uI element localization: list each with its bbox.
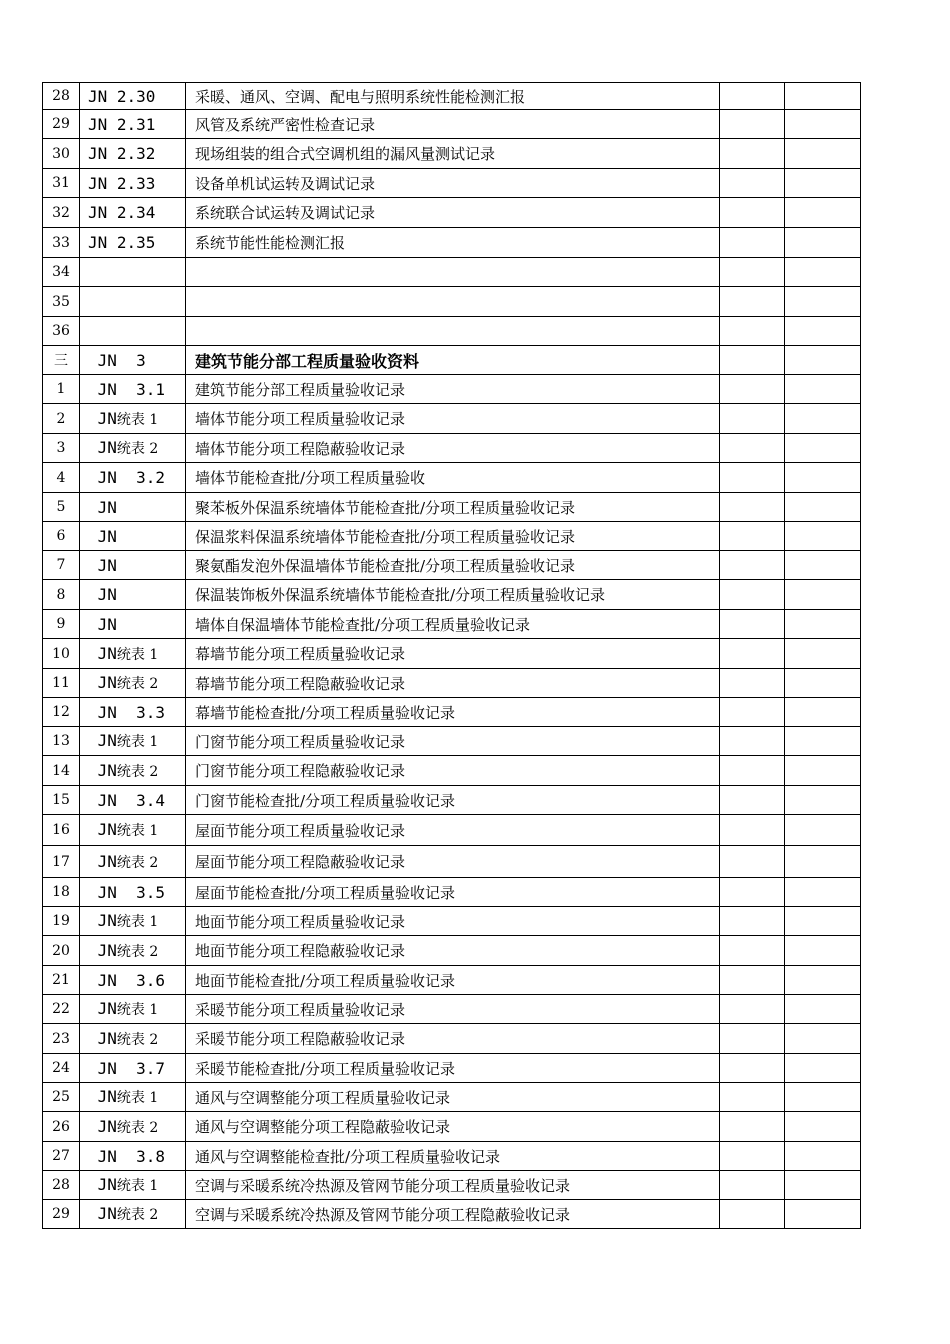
record-code — [80, 522, 186, 551]
blank-cell — [720, 878, 785, 907]
table-row — [43, 404, 861, 434]
row-number: 35 — [43, 287, 80, 317]
record-name: 门窗节能检查批/分项工程质量验收记录 — [186, 786, 720, 815]
record-code-suffix: 统表 2 — [116, 854, 159, 871]
row-number: 30 — [43, 139, 80, 169]
blank-cell — [720, 639, 785, 669]
blank-cell — [720, 346, 785, 375]
record-name: 幕墙节能检查批/分项工程质量验收记录 — [186, 698, 720, 727]
section-title: 建筑节能分部工程质量验收资料 — [186, 346, 720, 375]
document-page — [42, 82, 860, 1229]
record-code — [80, 493, 186, 522]
record-name: 风管及系统严密性检查记录 — [186, 110, 720, 139]
blank-cell — [720, 139, 785, 169]
record-code-text: JN — [88, 1175, 117, 1194]
record-code — [80, 1054, 186, 1083]
record-code — [80, 669, 186, 698]
record-name: 门窗节能分项工程质量验收记录 — [186, 727, 720, 756]
blank-cell — [720, 727, 785, 756]
row-number: 26 — [43, 1112, 80, 1142]
table-row — [43, 580, 861, 610]
table-row — [43, 1112, 861, 1142]
record-code-text: JN — [88, 999, 117, 1018]
row-number: 32 — [43, 198, 80, 228]
blank-cell — [720, 936, 785, 966]
record-code — [80, 995, 186, 1024]
table-row — [43, 169, 861, 198]
row-number: 20 — [43, 936, 80, 966]
table-row — [43, 1142, 861, 1171]
table-row — [43, 1200, 861, 1229]
table-row — [43, 493, 861, 522]
row-number: 21 — [43, 966, 80, 995]
blank-cell — [720, 169, 785, 198]
record-code-text: JN — [88, 1028, 117, 1048]
record-code-text: JN 2.31 — [88, 114, 156, 134]
record-code — [80, 846, 186, 878]
blank-cell — [720, 610, 785, 639]
blank-cell — [720, 493, 785, 522]
record-name: 建筑节能分部工程质量验收记录 — [186, 375, 720, 404]
blank-cell — [785, 936, 861, 966]
table-row — [43, 463, 861, 493]
row-number: 10 — [43, 639, 80, 669]
blank-cell — [785, 258, 861, 287]
record-code-text: JN — [88, 911, 117, 930]
record-code-text: JN 2.35 — [88, 233, 156, 252]
record-code — [80, 139, 186, 169]
record-code — [80, 878, 186, 907]
record-name: 系统节能性能检测汇报 — [186, 228, 720, 258]
record-code-text: JN 3.2 — [88, 468, 166, 487]
record-code-suffix: 统表 2 — [116, 1119, 159, 1136]
record-name: 屋面节能检查批/分项工程质量验收记录 — [186, 878, 720, 907]
record-name: 屋面节能分项工程隐蔽验收记录 — [186, 846, 720, 878]
record-name: 保温装饰板外保温系统墙体节能检查批/分项工程质量验收记录 — [186, 580, 720, 610]
row-number: 6 — [43, 522, 80, 551]
blank-cell — [720, 966, 785, 995]
blank-cell — [785, 346, 861, 375]
section-row — [43, 346, 861, 375]
row-number: 19 — [43, 907, 80, 936]
blank-cell — [785, 610, 861, 639]
record-code-suffix: 统表 2 — [116, 763, 159, 780]
row-number: 28 — [43, 83, 80, 110]
record-code-text: JN 2.33 — [88, 173, 156, 193]
record-name: 地面节能分项工程隐蔽验收记录 — [186, 936, 720, 966]
table-row — [43, 317, 861, 346]
record-name: 设备单机试运转及调试记录 — [186, 169, 720, 198]
blank-cell — [720, 287, 785, 317]
blank-cell — [785, 83, 861, 110]
blank-cell — [720, 522, 785, 551]
blank-cell — [785, 698, 861, 727]
record-code — [80, 756, 186, 786]
row-number: 13 — [43, 727, 80, 756]
record-code — [80, 1024, 186, 1054]
blank-cell — [785, 756, 861, 786]
record-name: 通风与空调整能分项工程质量验收记录 — [186, 1083, 720, 1112]
row-number: 7 — [43, 551, 80, 580]
record-code-text: JN — [88, 526, 117, 546]
blank-cell — [720, 1200, 785, 1229]
record-code-suffix: 统表 1 — [116, 411, 159, 428]
record-code-text: JN — [88, 438, 117, 457]
record-name: 采暖、通风、空调、配电与照明系统性能检测汇报 — [186, 83, 720, 110]
record-code — [80, 258, 186, 287]
record-code-text: JN 3.6 — [88, 970, 166, 990]
table-row — [43, 287, 861, 317]
record-name: 采暖节能检查批/分项工程质量验收记录 — [186, 1054, 720, 1083]
record-code-text: JN — [88, 614, 117, 634]
record-code-text: JN 3 — [88, 350, 146, 370]
row-number: 15 — [43, 786, 80, 815]
blank-cell — [785, 580, 861, 610]
table-row — [43, 966, 861, 995]
blank-cell — [720, 1024, 785, 1054]
table-row — [43, 1024, 861, 1054]
blank-cell — [720, 580, 785, 610]
table-row — [43, 727, 861, 756]
row-number: 27 — [43, 1142, 80, 1171]
table-row — [43, 995, 861, 1024]
row-number: 11 — [43, 669, 80, 698]
record-code-text: JN 3.7 — [88, 1058, 166, 1078]
table-row — [43, 139, 861, 169]
record-name: 地面节能分项工程质量验收记录 — [186, 907, 720, 936]
table-row — [43, 551, 861, 580]
table-row — [43, 610, 861, 639]
record-code-suffix: 统表 1 — [116, 823, 159, 839]
record-code — [80, 1112, 186, 1142]
blank-cell — [785, 815, 861, 846]
blank-cell — [785, 139, 861, 169]
record-code — [80, 639, 186, 669]
blank-cell — [785, 522, 861, 551]
record-name: 空调与采暖系统冷热源及管网节能分项工程质量验收记录 — [186, 1171, 720, 1200]
record-code — [80, 786, 186, 815]
record-code-text: JN — [88, 555, 117, 575]
record-code-suffix: 统表 2 — [116, 676, 159, 692]
blank-cell — [785, 375, 861, 404]
record-code — [80, 287, 186, 317]
blank-cell — [785, 317, 861, 346]
record-code — [80, 463, 186, 493]
table-row — [43, 815, 861, 846]
record-code — [80, 698, 186, 727]
table-row — [43, 1083, 861, 1112]
record-name: 墙体节能分项工程质量验收记录 — [186, 404, 720, 434]
record-code-text: JN 3.5 — [88, 882, 166, 902]
record-code-text: JN — [88, 1116, 117, 1136]
row-number: 28 — [43, 1171, 80, 1200]
blank-cell — [785, 434, 861, 463]
record-name: 采暖节能分项工程质量验收记录 — [186, 995, 720, 1024]
record-code-suffix: 统表 2 — [116, 1031, 159, 1048]
record-code-text: JN — [88, 851, 117, 871]
record-code — [80, 727, 186, 756]
blank-cell — [785, 1024, 861, 1054]
record-code-suffix: 统表 1 — [116, 646, 159, 663]
row-number: 三 — [43, 346, 80, 375]
row-number: 12 — [43, 698, 80, 727]
table-row — [43, 110, 861, 139]
blank-cell — [785, 1112, 861, 1142]
record-code-text: JN 3.1 — [88, 379, 166, 399]
row-number: 18 — [43, 878, 80, 907]
row-number: 16 — [43, 815, 80, 846]
row-number: 22 — [43, 995, 80, 1024]
record-code-suffix: 统表 1 — [116, 1002, 159, 1018]
blank-cell — [785, 907, 861, 936]
blank-cell — [720, 198, 785, 228]
record-code — [80, 610, 186, 639]
record-code — [80, 198, 186, 228]
row-number: 17 — [43, 846, 80, 878]
table-row — [43, 786, 861, 815]
record-name: 空调与采暖系统冷热源及管网节能分项工程隐蔽验收记录 — [186, 1200, 720, 1229]
record-code — [80, 1083, 186, 1112]
blank-cell — [720, 669, 785, 698]
blank-cell — [785, 966, 861, 995]
table-row — [43, 878, 861, 907]
record-name: 屋面节能分项工程质量验收记录 — [186, 815, 720, 846]
record-code — [80, 375, 186, 404]
record-name: 墙体节能检查批/分项工程质量验收 — [186, 463, 720, 493]
table-row — [43, 669, 861, 698]
table-row — [43, 198, 861, 228]
record-name: 墙体节能分项工程隐蔽验收记录 — [186, 434, 720, 463]
record-code — [80, 907, 186, 936]
blank-cell — [720, 317, 785, 346]
record-code-text: JN — [88, 673, 117, 692]
blank-cell — [720, 1054, 785, 1083]
blank-cell — [720, 83, 785, 110]
blank-cell — [785, 287, 861, 317]
table-row — [43, 698, 861, 727]
table-row — [43, 639, 861, 669]
row-number: 8 — [43, 580, 80, 610]
blank-cell — [785, 878, 861, 907]
record-name — [186, 317, 720, 346]
blank-cell — [720, 404, 785, 434]
row-number: 33 — [43, 228, 80, 258]
record-name — [186, 287, 720, 317]
blank-cell — [720, 907, 785, 936]
table-row — [43, 228, 861, 258]
blank-cell — [785, 727, 861, 756]
record-code-text: JN 3.8 — [88, 1146, 166, 1166]
record-code-text: JN — [88, 1204, 117, 1223]
blank-cell — [785, 1171, 861, 1200]
blank-cell — [785, 169, 861, 198]
blank-cell — [720, 815, 785, 846]
record-name — [186, 258, 720, 287]
table-row — [43, 907, 861, 936]
row-number: 36 — [43, 317, 80, 346]
table-row — [43, 846, 861, 878]
table-row — [43, 936, 861, 966]
blank-cell — [720, 110, 785, 139]
blank-cell — [785, 1083, 861, 1112]
record-code-text: JN — [88, 643, 117, 663]
row-number: 24 — [43, 1054, 80, 1083]
blank-cell — [720, 258, 785, 287]
row-number: 25 — [43, 1083, 80, 1112]
table-row — [43, 375, 861, 404]
row-number: 34 — [43, 258, 80, 287]
record-code-text: JN 2.30 — [88, 86, 156, 106]
record-code-suffix: 统表 1 — [116, 1090, 159, 1106]
blank-cell — [785, 669, 861, 698]
record-code — [80, 169, 186, 198]
record-code-suffix: 统表 1 — [116, 914, 159, 930]
blank-cell — [785, 493, 861, 522]
blank-cell — [785, 846, 861, 878]
record-name: 墙体自保温墙体节能检查批/分项工程质量验收记录 — [186, 610, 720, 639]
blank-cell — [785, 639, 861, 669]
record-code — [80, 228, 186, 258]
row-number: 5 — [43, 493, 80, 522]
record-name: 系统联合试运转及调试记录 — [186, 198, 720, 228]
record-index-table — [42, 82, 861, 1229]
blank-cell — [785, 786, 861, 815]
record-name: 幕墙节能分项工程隐蔽验收记录 — [186, 669, 720, 698]
record-code-text: JN — [88, 408, 117, 428]
record-code-suffix: 统表 2 — [116, 1207, 159, 1223]
blank-cell — [785, 110, 861, 139]
record-code — [80, 1142, 186, 1171]
record-code — [80, 346, 186, 375]
blank-cell — [720, 228, 785, 258]
blank-cell — [720, 1142, 785, 1171]
record-name: 地面节能检查批/分项工程质量验收记录 — [186, 966, 720, 995]
row-number: 1 — [43, 375, 80, 404]
table-row — [43, 83, 861, 110]
record-code — [80, 1200, 186, 1229]
record-code — [80, 815, 186, 846]
record-name: 采暖节能分项工程隐蔽验收记录 — [186, 1024, 720, 1054]
blank-cell — [720, 434, 785, 463]
blank-cell — [720, 551, 785, 580]
blank-cell — [785, 1142, 861, 1171]
row-number: 4 — [43, 463, 80, 493]
record-code-text: JN — [88, 760, 117, 780]
record-name: 通风与空调整能检查批/分项工程质量验收记录 — [186, 1142, 720, 1171]
record-code-text: JN 3.3 — [88, 702, 166, 722]
record-code-text: JN — [88, 820, 117, 839]
record-code-text: JN 3.4 — [88, 790, 166, 810]
row-number: 29 — [43, 110, 80, 139]
record-name: 保温浆料保温系统墙体节能检查批/分项工程质量验收记录 — [186, 522, 720, 551]
record-code — [80, 551, 186, 580]
record-code-suffix: 统表 1 — [116, 734, 159, 750]
record-code — [80, 580, 186, 610]
table-row — [43, 1054, 861, 1083]
record-code-suffix: 统表 2 — [116, 441, 159, 457]
blank-cell — [720, 846, 785, 878]
record-code — [80, 434, 186, 463]
row-number: 31 — [43, 169, 80, 198]
row-number: 3 — [43, 434, 80, 463]
blank-cell — [785, 228, 861, 258]
blank-cell — [720, 375, 785, 404]
record-code — [80, 83, 186, 110]
blank-cell — [785, 551, 861, 580]
record-name: 门窗节能分项工程隐蔽验收记录 — [186, 756, 720, 786]
row-number: 14 — [43, 756, 80, 786]
record-code-text: JN — [88, 731, 117, 750]
record-code — [80, 317, 186, 346]
blank-cell — [785, 404, 861, 434]
blank-cell — [720, 463, 785, 493]
blank-cell — [720, 1171, 785, 1200]
blank-cell — [720, 995, 785, 1024]
record-code — [80, 966, 186, 995]
record-code-text: JN — [88, 940, 117, 960]
blank-cell — [785, 1054, 861, 1083]
record-name: 聚苯板外保温系统墙体节能检查批/分项工程质量验收记录 — [186, 493, 720, 522]
blank-cell — [720, 1083, 785, 1112]
blank-cell — [720, 756, 785, 786]
table-row — [43, 522, 861, 551]
table-row — [43, 434, 861, 463]
record-name: 通风与空调整能分项工程隐蔽验收记录 — [186, 1112, 720, 1142]
blank-cell — [785, 995, 861, 1024]
record-name: 聚氨酯发泡外保温墙体节能检查批/分项工程质量验收记录 — [186, 551, 720, 580]
blank-cell — [720, 698, 785, 727]
record-code-text: JN 2.32 — [88, 144, 156, 163]
table-row — [43, 756, 861, 786]
record-name: 现场组装的组合式空调机组的漏风量测试记录 — [186, 139, 720, 169]
blank-cell — [720, 1112, 785, 1142]
record-code-suffix: 统表 1 — [116, 1178, 159, 1194]
record-code-text: JN — [88, 585, 117, 604]
blank-cell — [785, 463, 861, 493]
record-code — [80, 404, 186, 434]
blank-cell — [785, 198, 861, 228]
table-row — [43, 258, 861, 287]
record-code — [80, 936, 186, 966]
blank-cell — [720, 786, 785, 815]
blank-cell — [785, 1200, 861, 1229]
record-code-text: JN 2.34 — [88, 203, 156, 222]
record-code — [80, 1171, 186, 1200]
row-number: 23 — [43, 1024, 80, 1054]
record-code-suffix: 统表 2 — [116, 943, 159, 960]
row-number: 29 — [43, 1200, 80, 1229]
row-number: 2 — [43, 404, 80, 434]
table-row — [43, 1171, 861, 1200]
row-number: 9 — [43, 610, 80, 639]
record-code — [80, 110, 186, 139]
record-code-text: JN — [88, 1087, 117, 1106]
record-name: 幕墙节能分项工程质量验收记录 — [186, 639, 720, 669]
record-code-text: JN — [88, 497, 117, 517]
